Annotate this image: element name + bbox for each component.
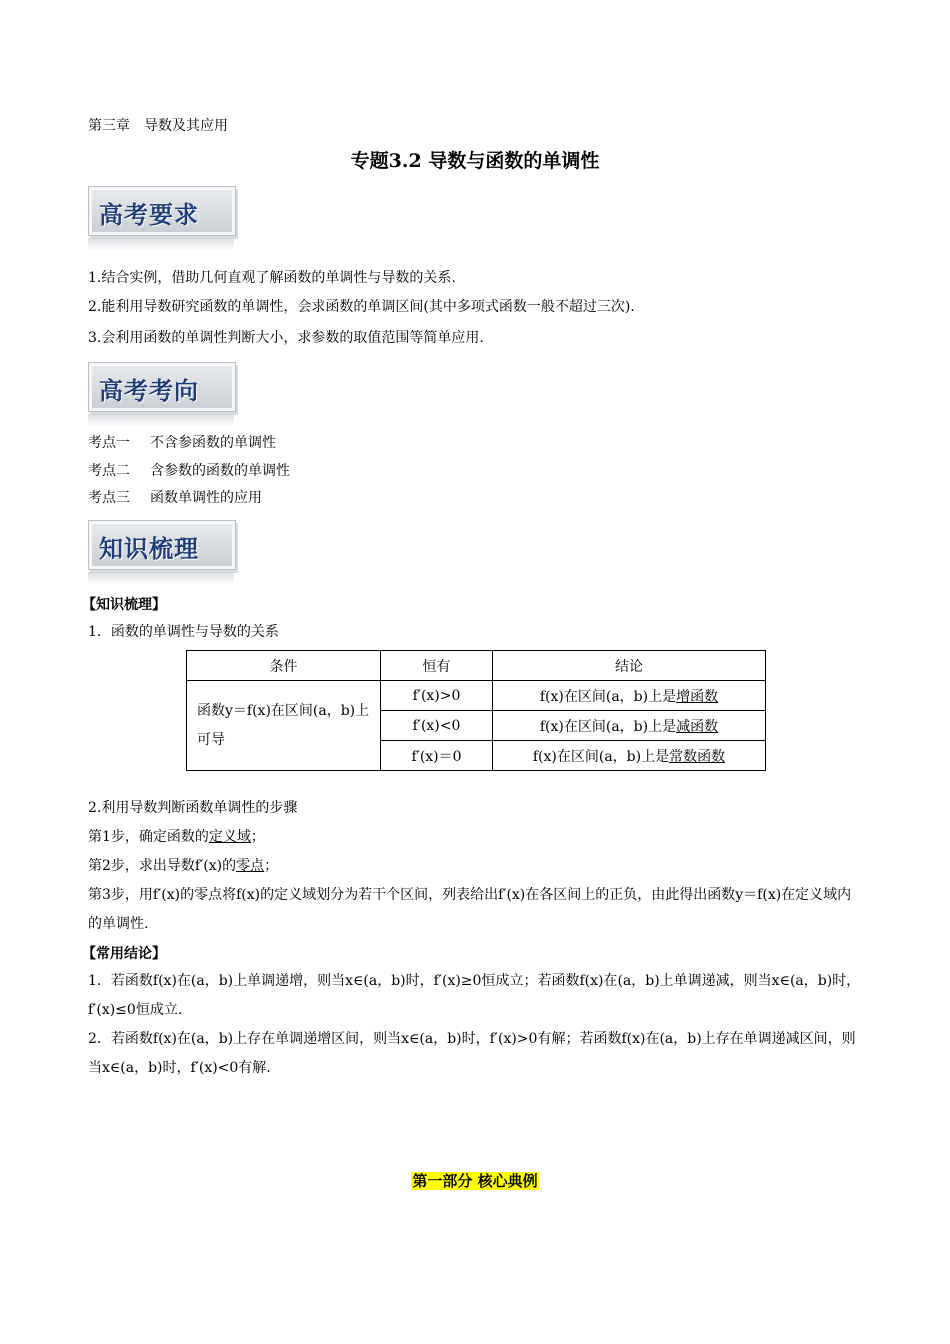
banner-reflection <box>88 414 234 428</box>
exam-point-label: 考点一 <box>88 435 130 451</box>
exam-point-label: 考点二 <box>88 463 130 479</box>
table-header: 恒有 <box>381 651 493 681</box>
table-conclusion <box>493 741 766 771</box>
conclusion-prefix: f(x)在区间(a，b)上是 <box>539 718 677 735</box>
table-always: f′(x)＝0 <box>381 741 493 771</box>
step-2 <box>88 856 278 876</box>
conclusion-key: 减函数 <box>676 718 719 735</box>
step-2-key: 零点 <box>236 858 265 874</box>
step-2-suffix: ； <box>264 858 279 874</box>
step-3: 第3步，用f′(x)的零点将f(x)的定义域划分为若干个区间，列表给出f′(x)在各区间上的正负，由此得出函数y＝f(x)在定义域内的单调性. <box>88 887 852 932</box>
section2-title: 2.利用导数判断函数单调性的步骤 <box>88 800 298 816</box>
table-always: f′(x)>0 <box>381 681 493 711</box>
table-conclusion <box>493 681 766 711</box>
requirement-item: 3.会利用函数的单调性判断大小，求参数的取值范围等简单应用. <box>88 330 484 346</box>
step-1 <box>88 827 265 847</box>
conclusion-item: 2．若函数f(x)在(a，b)上存在单调递增区间，则当x∈(a，b)时，f′(x)>0有解；若函数f(x)在(a，b)上存在单调递减区间，则当x∈(a，b)时，f′(x)<0有解. <box>88 1031 856 1076</box>
section1-title: 1．函数的单调性与导数的关系 <box>88 624 279 640</box>
table-condition: 函数y＝f(x)在区间(a，b)上可导 <box>187 681 381 771</box>
part-title-text: 第一部分 核心典例 <box>412 1172 538 1190</box>
conclusion-item: 1．若函数f(x)在(a，b)上单调递增，则当x∈(a，b)时，f′(x)≥0恒成立；若函数f(x)在(a，b)上单调递减，则当x∈(a，b)时，f′(x)≤0恒成立. <box>88 973 861 1018</box>
exam-point-text: 含参数的函数的单调性 <box>150 463 290 479</box>
exam-point <box>88 461 290 481</box>
exam-point-text: 不含参函数的单调性 <box>150 435 276 451</box>
exam-point <box>88 433 276 453</box>
conclusion-key: 常数函数 <box>669 748 726 765</box>
common-heading: 【常用结论】 <box>82 946 166 962</box>
requirement-item: 2.能利用导数研究函数的单调性，会求函数的单调区间(其中多项式函数一般不超过三次). <box>88 299 635 315</box>
part-title <box>0 1170 950 1191</box>
banner-knowledge-label: 知识梳理 <box>99 534 199 563</box>
table-conclusion <box>493 711 766 741</box>
knowledge-heading: 【知识梳理】 <box>82 597 166 613</box>
exam-point <box>88 488 262 508</box>
chapter-label: 第三章 导数及其应用 <box>88 118 228 134</box>
conclusion-key: 增函数 <box>676 688 719 705</box>
table-header: 条件 <box>187 651 381 681</box>
banner-requirements <box>88 186 236 236</box>
banner-direction-label: 高考考向 <box>99 376 199 405</box>
conclusion-prefix: f(x)在区间(a，b)上是 <box>532 748 670 765</box>
banner-direction <box>88 362 236 412</box>
banner-reflection <box>88 572 234 586</box>
step-1-prefix: 第1步，确定函数的 <box>88 829 209 845</box>
requirement-item: 1.结合实例，借助几何直观了解函数的单调性与导数的关系. <box>88 270 456 286</box>
exam-point-label: 考点三 <box>88 490 130 506</box>
banner-requirements-label: 高考要求 <box>99 200 199 229</box>
banner-knowledge <box>88 520 236 570</box>
table-always: f′(x)<0 <box>381 711 493 741</box>
step-1-suffix: ； <box>250 829 265 845</box>
monotonicity-table <box>186 650 766 771</box>
exam-point-text: 函数单调性的应用 <box>150 490 262 506</box>
conclusion-prefix: f(x)在区间(a，b)上是 <box>539 688 677 705</box>
step-2-prefix: 第2步，求出导数f′(x)的 <box>88 858 237 874</box>
step-1-key: 定义域 <box>208 829 251 845</box>
table-header: 结论 <box>493 651 766 681</box>
banner-reflection <box>88 238 234 252</box>
page-title: 专题3.2 导数与函数的单调性 <box>350 150 600 172</box>
